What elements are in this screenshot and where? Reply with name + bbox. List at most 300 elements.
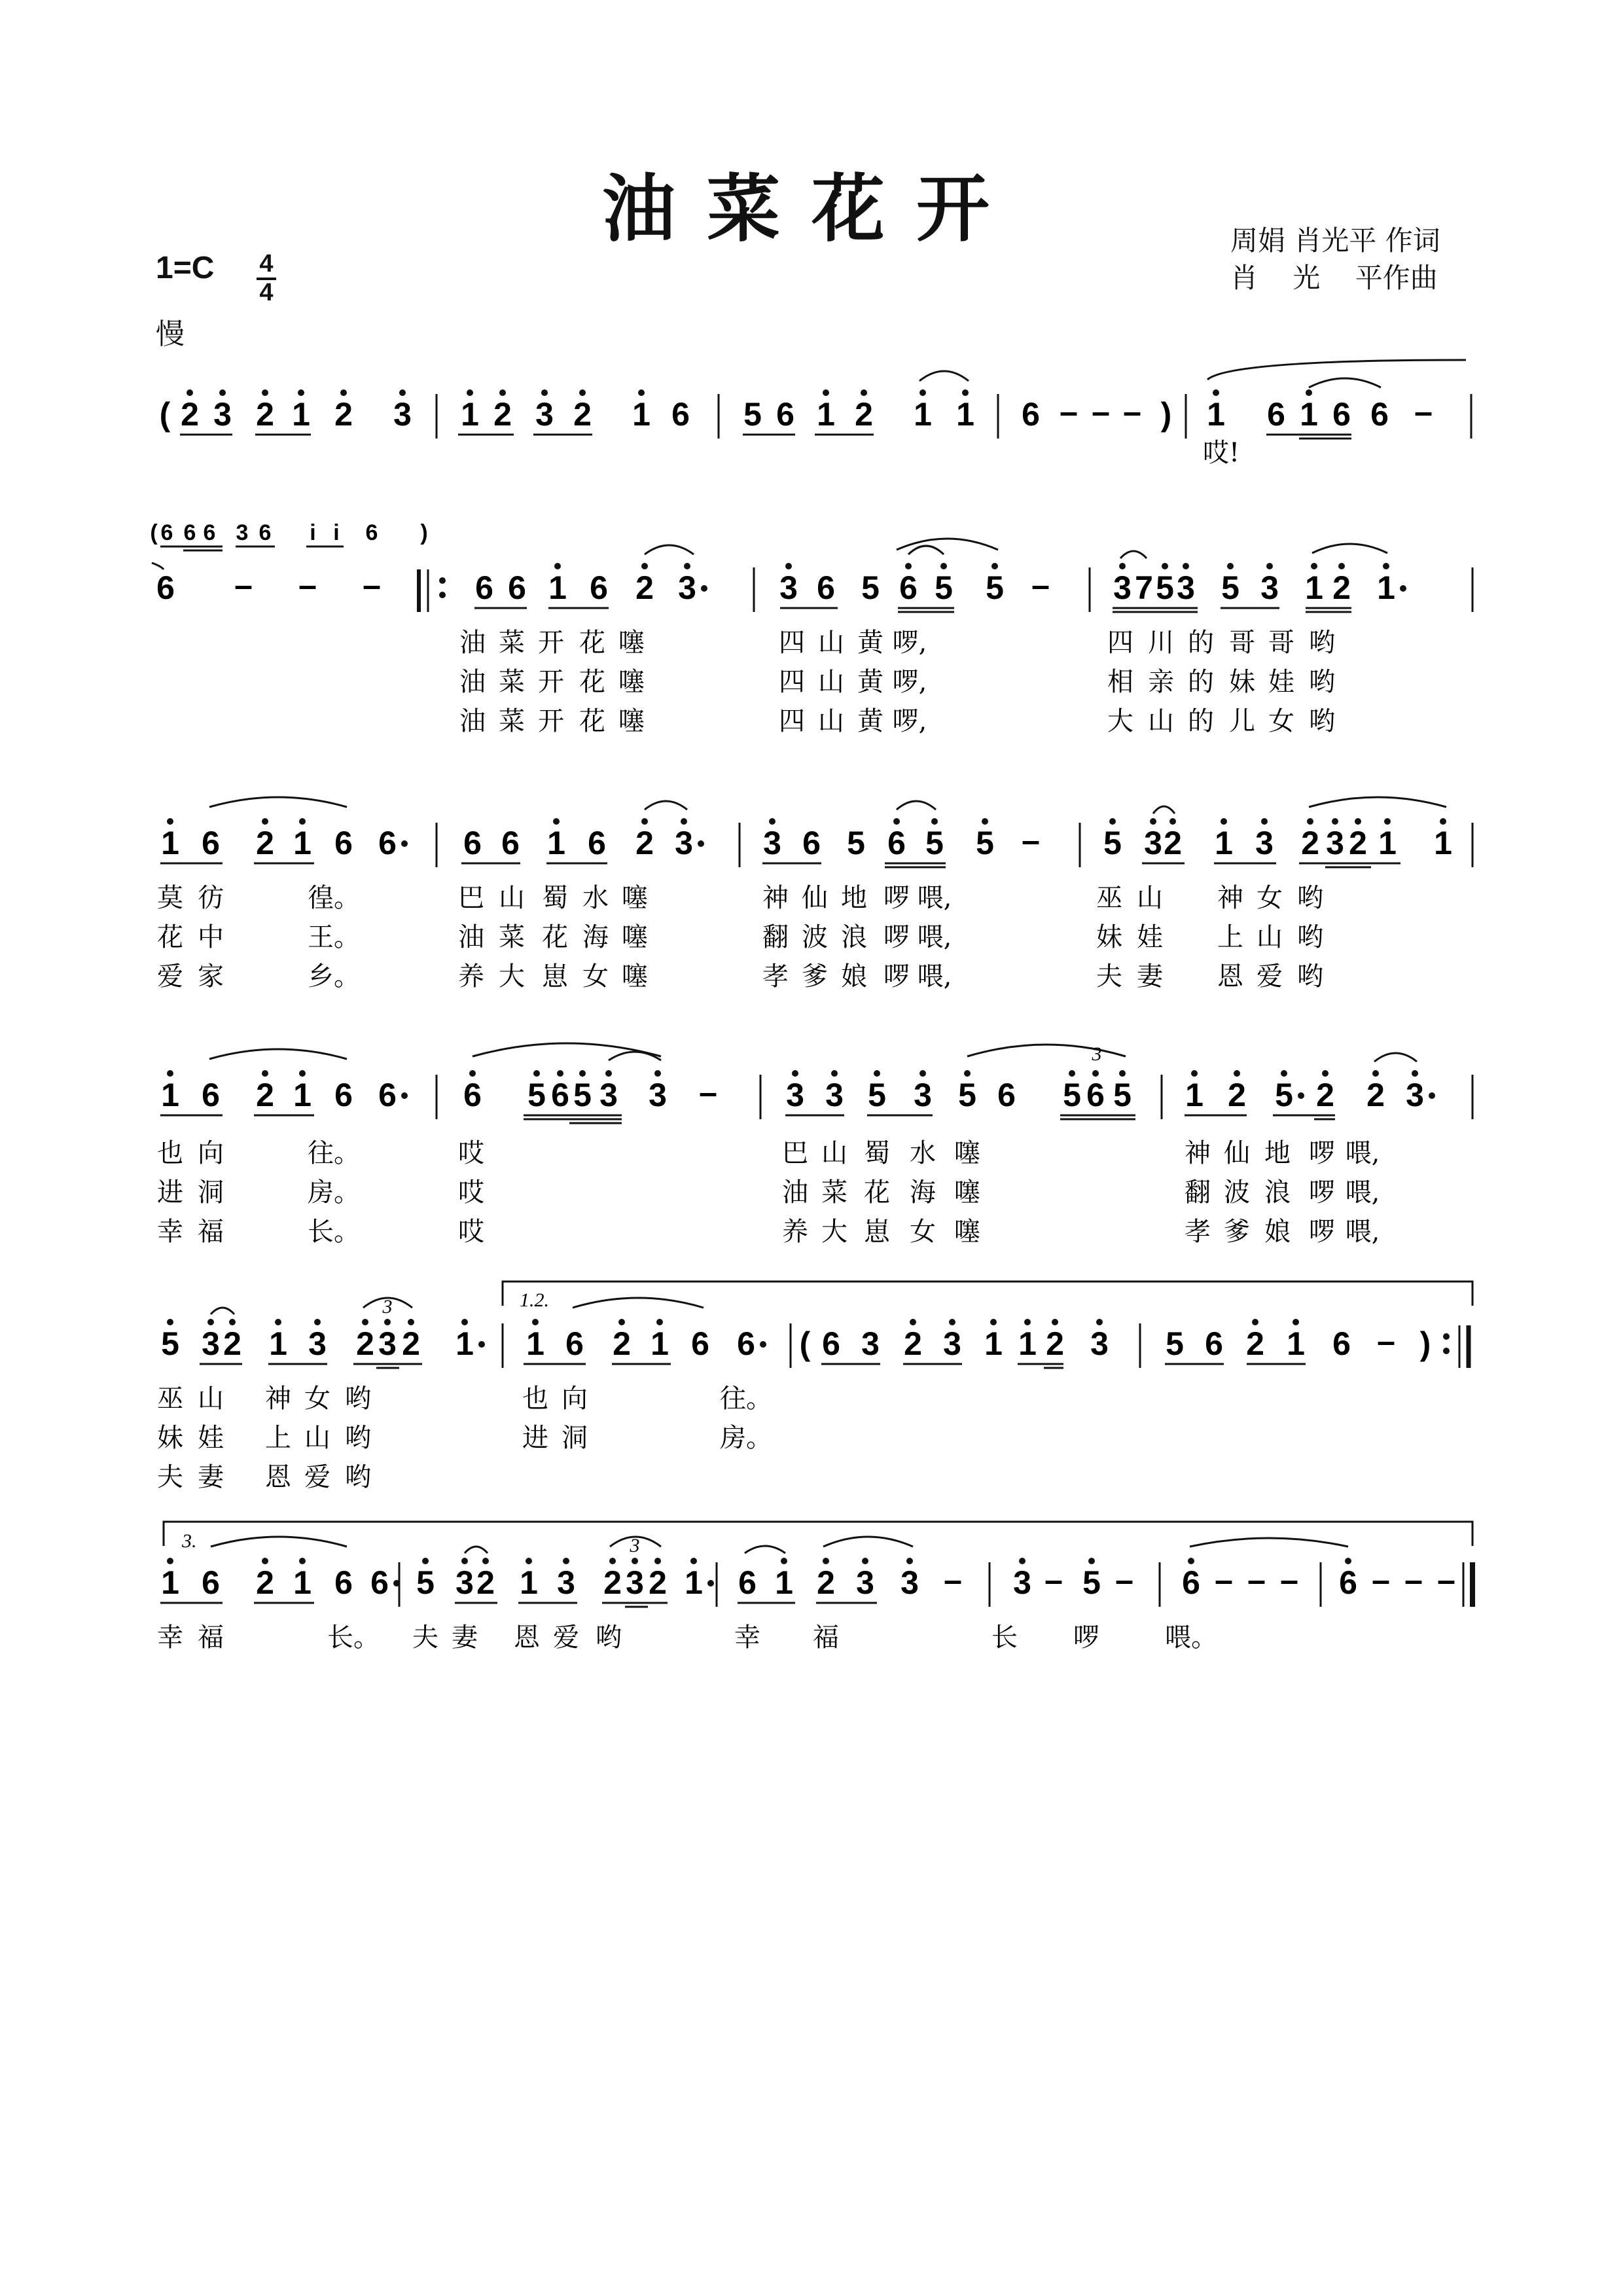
note: 1 [1305,569,1323,606]
ossia-note: 6 [183,520,196,545]
octave-dot [384,1319,391,1325]
note: 5 [743,396,762,433]
note: 2 [649,1564,667,1601]
slur [211,1308,234,1314]
slur [1120,551,1147,558]
note: 1 [161,1564,179,1601]
tuplet-number: 3 [382,1296,393,1318]
note: 3 [786,1077,804,1113]
lyric-syllable: 相 [1107,667,1133,697]
note: 5 [925,825,944,861]
octave-dot [1355,818,1361,825]
composer-credit: 肖 光 平作曲 [1230,262,1438,294]
note: 5 [416,1564,435,1601]
bracket: ) [1160,396,1172,433]
slur [209,1049,347,1059]
note: 6 [671,396,690,433]
note: 2 [256,825,274,861]
note: 6 [1267,396,1285,433]
octave-dot [919,1070,926,1077]
note: 1 [547,825,565,861]
dash: – [1044,1562,1063,1598]
lyric-syllable: 哎 [458,1177,484,1208]
note: 3 [455,1564,474,1601]
note: 5 [958,1077,976,1113]
note: 5 [161,1325,179,1362]
lyric-syllable: 哎 [458,1217,484,1247]
bracket: ) [1419,1325,1431,1362]
lyric-syllable: 黄 [857,628,883,658]
lyric-syllable: 噻 [618,706,645,736]
octave-dot [467,389,473,396]
octave-dot [609,1558,616,1564]
lyric-syllable: 恩 [1217,961,1243,992]
octave-dot [469,1070,476,1077]
lyric-syllable: 仙 [1224,1138,1250,1168]
note: 6 [1339,1564,1357,1601]
octave-dot [262,1070,268,1077]
lyric-syllable: 开 [538,667,564,697]
lyric-syllable: 上 [265,1423,291,1453]
octave-dot [1088,1558,1095,1564]
dash: – [1372,1562,1390,1598]
repeat-dot [439,592,446,598]
octave-dot [1440,818,1446,825]
note: 6 [378,1077,397,1113]
octave-dot [690,1558,697,1564]
lyric-syllable: 菜 [499,667,525,697]
lyric-syllable: 翻 [762,922,789,952]
note: 3 [1255,825,1274,861]
octave-dot [461,1319,468,1325]
note: 6 [1332,396,1351,433]
lyric-syllable: 房。 [720,1423,772,1453]
slur [1309,378,1381,387]
octave-dot [831,1070,838,1077]
lyric-syllable: 养 [458,961,484,992]
note: 1 [292,396,310,433]
octave-dot [656,1319,663,1325]
repeat-dot [439,577,446,584]
note: 3 [535,396,554,433]
lyric-syllable: 彷 [198,883,224,913]
lyric-syllable: 噻 [618,667,645,697]
note: 1 [1207,396,1225,433]
note: 2 [334,396,353,433]
note: 1 [1378,825,1397,861]
slur [897,801,936,810]
ossia-note: 6 [203,520,216,545]
lyric-syllable: 巴 [458,883,484,913]
key-label: 1=C [156,251,215,285]
lyric-syllable: 哎 [458,1138,484,1168]
slur [1309,797,1446,807]
note: 1 [1215,825,1233,861]
lyric-syllable: 花 [542,922,568,952]
lyric-syllable: 中 [198,922,224,952]
lyric-syllable: 哟 [1309,706,1335,736]
octave-dot [781,1558,787,1564]
dash: – [944,1562,962,1598]
slur [1312,544,1387,553]
octave-dot [1169,818,1176,825]
octave-dot [1162,563,1168,569]
lyric-syllable: 喂, [1345,1177,1380,1208]
note: 6 [1332,1325,1351,1362]
lyric-syllable: 巫 [1096,883,1122,913]
note: 3 [626,1564,644,1601]
lyric-syllable: 也 [157,1138,183,1168]
volta-label: 3. [182,1530,197,1552]
lyric-syllable: 地 [841,883,867,913]
lyric-syllable: 川 [1148,628,1174,658]
lyric-syllable: 四 [1107,628,1133,658]
note: 3 [213,396,232,433]
lyric-syllable: 恩 [514,1623,540,1653]
ossia-note: ( [150,520,158,545]
lyric-syllable: 噻 [954,1177,980,1208]
note: 1 [1434,825,1452,861]
lyric-syllable: 水 [910,1138,936,1168]
lyric-syllable: 油 [459,706,486,736]
slur [211,1537,347,1547]
octave-dot [1412,1070,1418,1077]
octave-dot [931,818,938,825]
dash: – [298,567,317,603]
lyric-syllable: 仙 [802,883,828,913]
lyric-syllable: 波 [1224,1177,1250,1208]
volta-bracket [503,1282,1472,1306]
lyric-syllable: 巫 [157,1384,183,1414]
lyric-syllable: 喂。 [1165,1623,1217,1653]
slur [823,1537,913,1547]
note: 6 [334,1077,353,1113]
lyric-syllable: 长。 [308,1217,360,1247]
lyric-syllable: 妹 [1096,922,1122,952]
tuplet-number: 3 [630,1535,640,1556]
slur [209,797,347,807]
octave-dot [1345,1558,1351,1564]
note: 2 [1366,1077,1385,1113]
octave-dot [1069,1070,1075,1077]
note: 1 [914,396,932,433]
octave-dot [499,389,506,396]
note: 1 [520,1564,538,1601]
note: 3 [1013,1564,1031,1601]
volta-bracket [164,1522,1472,1546]
lyric-syllable: 也 [522,1384,548,1414]
volta-label: 1.2. [520,1289,549,1311]
lyric-syllable: 哟 [1309,628,1335,658]
lyric-syllable: 家 [198,961,224,992]
slur [1207,360,1466,380]
augment-dot [698,840,704,847]
lyric-syllable: 孝 [1185,1217,1211,1247]
note: 3 [856,1564,874,1601]
octave-dot [1322,1070,1329,1077]
lyric-syllable: 啰 [883,961,910,992]
lyric-syllable: 娘 [1264,1217,1291,1247]
lyric-syllable: 妹 [157,1423,183,1453]
lyric-syllable: 蜀 [864,1138,890,1168]
note: 5 [573,1077,592,1113]
ossia-note: 6 [160,520,173,545]
dash: – [1115,1562,1133,1598]
note: 3 [1144,825,1162,861]
octave-dot [641,563,648,569]
lyric-syllable: 哟 [345,1384,371,1414]
lyric-syllable: 啰, [892,628,927,658]
slur [152,563,164,569]
octave-dot [408,1319,414,1325]
lyric-syllable: 福 [198,1217,224,1247]
lyric-syllable: 噻 [618,628,645,658]
octave-dot [187,389,193,396]
lyric-syllable: 喂, [917,961,952,992]
bracket: ( [799,1325,811,1362]
octave-dot [862,1558,868,1564]
lyric-syllable: 爱 [553,1623,579,1653]
octave-dot [1150,818,1156,825]
repeat-dot [1443,1333,1450,1340]
note: 2 [613,1325,631,1362]
octave-dot [1252,1319,1258,1325]
lyric-syllable: 徨。 [308,883,360,913]
augment-dot [1298,1092,1304,1099]
lyric-syllable: 神 [265,1384,291,1414]
octave-dot [262,818,268,825]
augment-dot [401,840,408,847]
octave-dot [554,563,561,569]
augment-dot [701,585,707,592]
lyric-syllable: 花 [579,628,605,658]
octave-dot [262,1558,268,1564]
lyric-syllable: 啰 [1309,1217,1335,1247]
note: 5 [868,1077,886,1113]
note: 5 [935,569,953,606]
repeat-dot [1443,1348,1450,1354]
octave-dot [1024,1319,1031,1325]
note: 7 [1135,569,1153,606]
octave-dot [962,389,969,396]
octave-dot [298,389,304,396]
note: 6 [822,1325,840,1362]
note: 3 [779,569,798,606]
octave-dot [482,1558,489,1564]
lyric-syllable: 山 [1137,883,1163,913]
note: 5 [976,825,994,861]
lyric-syllable: 哥 [1229,628,1255,658]
octave-dot [167,818,173,825]
dash: – [1280,1562,1298,1598]
note: 1 [685,1564,703,1601]
dash: – [1022,822,1040,859]
note: 6 [202,1564,220,1601]
octave-dot [563,1558,569,1564]
octave-dot [362,1319,368,1325]
augment-dot [1429,1092,1435,1099]
lyric-syllable: 妹 [1229,667,1255,697]
lyric-syllable: 王。 [308,922,360,952]
note: 6 [475,569,493,606]
octave-dot [605,1070,612,1077]
octave-dot [910,1319,916,1325]
octave-dot [275,1319,281,1325]
note: 5 [1221,569,1240,606]
octave-dot [684,563,690,569]
octave-dot [1188,1558,1194,1564]
octave-dot [1266,563,1273,569]
lyric-syllable: 妻 [452,1623,478,1653]
note: 2 [904,1325,922,1362]
note: 5 [1082,1564,1101,1601]
lyric-syllable: 福 [198,1623,224,1653]
octave-dot [906,1558,913,1564]
octave-dot [553,818,560,825]
lyric-syllable: 夫 [412,1623,438,1653]
octave-dot [422,1558,429,1564]
lyricist-credit: 周娟 肖光平 作词 [1230,224,1440,257]
octave-dot [990,1319,997,1325]
note: 6 [588,825,606,861]
note: 2 [1349,825,1367,861]
lyric-syllable: 四 [779,667,805,697]
octave-dot [654,1070,661,1077]
ossia-note: 3 [236,520,249,545]
octave-dot [893,818,900,825]
note: 1 [526,1325,544,1362]
octave-dot [681,818,687,825]
note: 3 [861,1325,880,1362]
note: 3 [378,1325,397,1362]
lyric-syllable: 菜 [499,706,525,736]
lyric-syllable: 崽 [864,1217,890,1247]
note: 2 [256,1077,274,1113]
note: 2 [476,1564,495,1601]
octave-dot [1306,389,1312,396]
slur [1374,1053,1417,1062]
octave-dot [638,389,645,396]
note: 2 [1246,1325,1264,1362]
note: 1 [293,825,312,861]
octave-dot [541,389,548,396]
lyric-syllable: 女 [1257,883,1283,913]
lyric-syllable: 妻 [1137,961,1163,992]
lyric-syllable: 波 [802,922,828,952]
note: 1 [651,1325,669,1362]
lyric-syllable: 山 [304,1423,330,1453]
note: 6 [1086,1077,1105,1113]
lyric-syllable: 四 [779,628,805,658]
lyric-syllable: 往。 [720,1384,772,1414]
lyric-syllable: 山 [499,883,525,913]
augment-dot [478,1341,485,1348]
lyric-syllable: 向 [562,1384,588,1414]
lyric-syllable: 哟 [1309,667,1335,697]
slur [1153,806,1175,814]
note: 1 [293,1564,312,1601]
dash: – [1404,1562,1423,1598]
lyric-syllable: 神 [1217,883,1243,913]
dash: – [1215,1562,1233,1598]
octave-dot [207,1319,214,1325]
lyric-syllable: 花 [864,1177,890,1208]
octave-dot [823,1558,829,1564]
ossia-note: 6 [365,520,378,545]
lyric-syllable: 山 [818,706,844,736]
lyric-syllable: 莫 [157,883,183,913]
octave-dot [167,1070,173,1077]
note: 3 [1326,825,1344,861]
lyric-syllable: 女 [582,961,609,992]
note: 6 [156,569,175,606]
lyric-syllable: 的 [1188,628,1214,658]
note: 6 [501,825,520,861]
lyric-syllable: 翻 [1185,1177,1211,1208]
lyric-syllable: 海 [910,1177,936,1208]
lyric-syllable: 油 [782,1177,808,1208]
lyric-syllable: 油 [458,922,484,952]
dash: – [1060,393,1078,430]
slur [908,546,944,554]
lyric-syllable: 洞 [198,1177,224,1208]
note: 5 [847,825,865,861]
note: 3 [308,1325,327,1362]
lyric-syllable: 黄 [857,706,883,736]
note: 1 [956,396,974,433]
note: 2 [573,396,592,433]
octave-dot [654,1558,661,1564]
note: 2 [1046,1325,1064,1362]
note: 5 [527,1077,546,1113]
lyric-syllable: 神 [1185,1138,1211,1168]
octave-dot [262,389,268,396]
lyric-syllable: 爱 [157,961,183,992]
lyric-syllable: 山 [1148,706,1174,736]
slur [1190,1538,1348,1547]
slur [645,801,687,810]
note: 6 [1022,396,1040,433]
lyric-syllable: 海 [582,922,609,952]
octave-dot [1109,818,1116,825]
note: 5 [1113,1077,1132,1113]
octave-dot [1119,1070,1126,1077]
lyric-syllable: 神 [762,883,789,913]
lyric-syllable: 菜 [821,1177,847,1208]
lyric-syllable: 大 [1107,706,1133,736]
note: 3 [943,1325,961,1362]
note: 2 [817,1564,835,1601]
lyric-syllable: 爱 [304,1462,330,1492]
lyric-syllable: 啰, [892,706,927,736]
dash: – [1031,567,1050,603]
lyric-syllable: 油 [459,667,486,697]
note: 2 [1228,1077,1246,1113]
lyric-syllable: 长。 [327,1623,380,1653]
octave-dot [526,1558,532,1564]
time-signature: 4 4 [257,251,276,305]
lyric-syllable: 地 [1264,1138,1291,1168]
note: 3 [901,1564,919,1601]
note: 6 [691,1325,709,1362]
note: 2 [1316,1077,1334,1113]
lyric-syllable: 喂, [917,883,952,913]
octave-dot [1383,563,1389,569]
note: 1 [1287,1325,1305,1362]
note: 6 [737,1325,755,1362]
lyric-syllable: 喂, [917,922,952,952]
octave-dot [1221,818,1227,825]
